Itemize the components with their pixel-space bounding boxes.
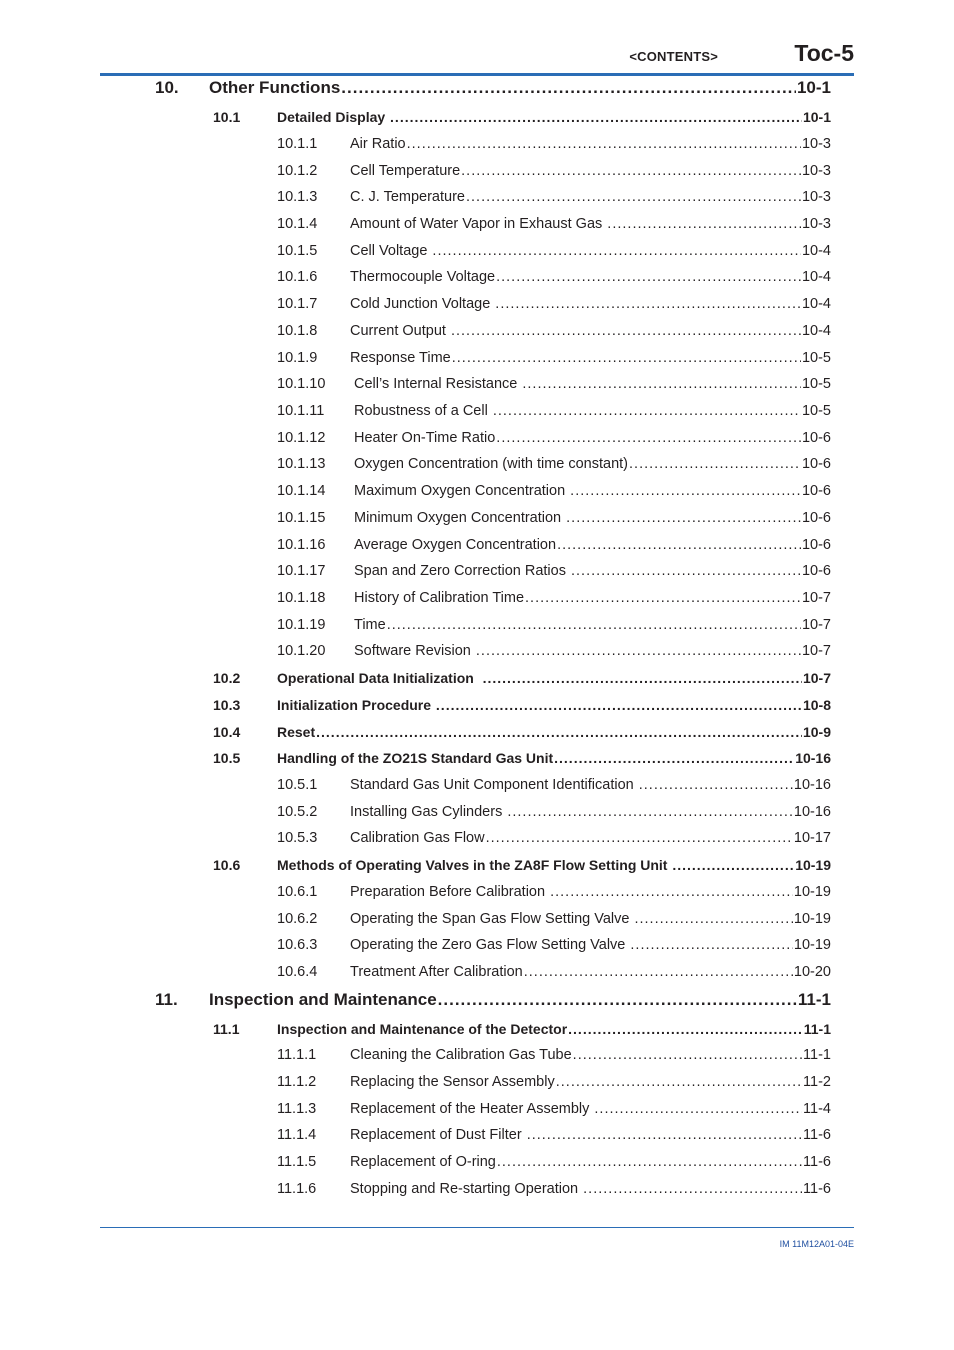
toc-entry-title: Time <box>354 617 386 633</box>
toc-entry-number: 10.1.2 <box>277 163 318 179</box>
toc-entry-page: 10-3 <box>801 216 831 232</box>
dot-leader <box>672 858 794 872</box>
dot-leader <box>436 698 802 712</box>
toc-entry-page: 10-6 <box>801 430 831 446</box>
toc-entry-page: 10-1 <box>802 109 831 125</box>
dot-leader <box>493 404 801 419</box>
toc-entry-number: 11. <box>155 990 178 1009</box>
toc-entry-page: 10-3 <box>801 189 831 205</box>
dot-leader <box>496 270 801 285</box>
toc-entry-number: 10.1.3 <box>277 189 318 205</box>
toc-entry-number: 10.1.9 <box>277 350 318 366</box>
toc-entry-title: Current Output <box>350 323 450 339</box>
contents-label: <CONTENTS> <box>629 49 718 64</box>
toc-entry-page: 10-6 <box>801 537 831 553</box>
toc-entry[interactable] <box>277 296 831 312</box>
toc-entry-title: Inspection and Maintenance of the Detector <box>277 1021 568 1037</box>
toc-entry-title: Cleaning the Calibration Gas Tube <box>350 1047 572 1063</box>
toc-entry-title: Replacement of Dust Filter <box>350 1127 526 1143</box>
toc-entry-title: Standard Gas Unit Component Identification <box>350 777 638 793</box>
toc-entry[interactable] <box>277 483 831 499</box>
toc-entry[interactable] <box>277 510 831 526</box>
toc-entry[interactable] <box>277 136 831 152</box>
toc-entry-title: Thermocouple Voltage <box>350 269 496 285</box>
toc-entry[interactable] <box>277 1101 831 1117</box>
toc-entry[interactable] <box>155 990 831 1010</box>
toc-entry-page: 10-5 <box>801 350 831 366</box>
dot-leader <box>524 965 793 980</box>
toc-entry-number: 10. <box>155 78 179 97</box>
toc-entry[interactable] <box>213 697 831 713</box>
dot-leader <box>594 1102 802 1117</box>
toc-entry-title: Replacement of the Heater Assembly <box>350 1101 594 1117</box>
toc-entry-title: Cell’s Internal Resistance <box>354 376 522 392</box>
toc-entry-title: Replacing the Sensor Assembly <box>350 1074 555 1090</box>
toc-entry-number: 10.1.7 <box>277 296 318 312</box>
dot-leader <box>570 484 801 499</box>
toc-entry-title: Operational Data Initialization <box>277 670 482 686</box>
toc-entry-number: 10.1.10 <box>277 376 326 392</box>
toc-entry-number: 10.6.2 <box>277 911 318 927</box>
toc-entry-page: 10-6 <box>801 563 831 579</box>
toc-entry-page: 10-6 <box>801 510 831 526</box>
toc-entry-number: 10.1.5 <box>277 243 318 259</box>
dot-leader <box>496 431 801 446</box>
dot-leader <box>387 618 801 633</box>
page-number: Toc-5 <box>794 40 854 66</box>
toc-entry-page: 10-7 <box>802 670 831 686</box>
dot-leader <box>583 1182 802 1197</box>
dot-leader <box>573 1048 802 1063</box>
toc-entry-title: Inspection and Maintenance <box>209 990 437 1009</box>
toc-entry-page: 10-4 <box>801 323 831 339</box>
toc-entry-title: Air Ratio <box>350 136 406 152</box>
toc-entry-title: Software Revision <box>354 643 475 659</box>
dot-leader <box>341 79 796 96</box>
toc-entry[interactable] <box>277 830 831 846</box>
toc-entry-title: Detailed Display <box>277 109 390 125</box>
toc-entry-number: 10.3 <box>213 697 241 713</box>
toc-entry-number: 10.1.18 <box>277 590 326 606</box>
dot-leader <box>466 190 801 205</box>
toc-entry-title: Cold Junction Voltage <box>350 296 495 312</box>
toc-entry[interactable] <box>277 964 831 980</box>
toc-entry-title: Operating the Zero Gas Flow Setting Valve <box>350 937 630 953</box>
toc-entry-page: 10-5 <box>801 403 831 419</box>
toc-entry-number: 10.1.19 <box>277 617 326 633</box>
dot-leader <box>607 217 801 232</box>
toc-entry-title: Treatment After Calibration <box>350 964 523 980</box>
dot-leader <box>566 511 801 526</box>
toc-entry-title: Methods of Operating Valves in the ZA8F Flow Setting Unit <box>277 857 672 873</box>
toc-entry[interactable] <box>277 163 831 179</box>
toc-entry[interactable] <box>277 617 831 633</box>
toc-entry-page: 10-6 <box>801 456 831 472</box>
dot-leader <box>461 164 801 179</box>
toc-entry[interactable] <box>277 1074 831 1090</box>
toc-entry-number: 10.1 <box>213 109 241 125</box>
toc-entry-title: Calibration Gas Flow <box>350 830 485 846</box>
dot-leader <box>476 644 801 659</box>
toc-entry-title: C. J. Temperature <box>350 189 465 205</box>
toc-entry-number: 10.5.1 <box>277 777 318 793</box>
dot-leader <box>550 885 793 900</box>
toc-entry-number: 10.1.17 <box>277 563 326 579</box>
toc-entry[interactable] <box>277 884 831 900</box>
toc-entry[interactable] <box>277 1127 831 1143</box>
toc-entry-number: 10.2 <box>213 670 241 686</box>
toc-entry[interactable] <box>277 189 831 205</box>
toc-entry-number: 10.6.3 <box>277 937 318 953</box>
dot-leader <box>639 778 793 793</box>
toc-entry-page: 10-17 <box>793 830 831 846</box>
toc-entry-page: 10-4 <box>801 269 831 285</box>
dot-leader <box>556 1075 802 1090</box>
toc-entry[interactable] <box>277 537 831 553</box>
dot-leader <box>507 805 793 820</box>
toc-entry[interactable] <box>277 1047 831 1063</box>
toc-entry-page: 11-1 <box>797 990 831 1009</box>
toc-entry-number: 10.1.20 <box>277 643 326 659</box>
toc-entry[interactable] <box>277 323 831 339</box>
toc-entry-title: Other Functions <box>209 78 341 97</box>
toc-entry-title: Stopping and Re-starting Operation <box>350 1181 583 1197</box>
toc-entry-number: 10.6 <box>213 857 241 873</box>
toc-entry-page: 10-20 <box>793 964 831 980</box>
toc-entry-number: 10.1.1 <box>277 136 318 152</box>
dot-leader <box>571 564 801 579</box>
toc-entry-page: 10-19 <box>793 911 831 927</box>
toc-entry-title: Minimum Oxygen Concentration <box>354 510 566 526</box>
toc-entry[interactable] <box>277 216 831 232</box>
toc-entry[interactable] <box>277 456 831 472</box>
toc-entry-number: 10.1.6 <box>277 269 318 285</box>
toc-entry-page: 10-5 <box>801 376 831 392</box>
toc-entry[interactable] <box>277 777 831 793</box>
toc-entry[interactable] <box>155 78 831 98</box>
toc-entry-page: 10-8 <box>802 697 831 713</box>
toc-entry-title: Heater On-Time Ratio <box>354 430 496 446</box>
dot-leader <box>522 377 801 392</box>
dot-leader <box>452 351 801 366</box>
toc-entry-page: 10-19 <box>795 857 831 873</box>
dot-leader <box>554 751 794 765</box>
toc-entry-page: 11-6 <box>803 1127 831 1143</box>
toc-entry-page: 10-9 <box>802 724 831 740</box>
toc-entry-page: 10-3 <box>801 136 831 152</box>
toc-entry-page: 11-1 <box>803 1047 831 1063</box>
dot-leader <box>438 991 797 1008</box>
toc-entry-title: Cell Voltage <box>350 243 432 259</box>
toc-entry-title: Span and Zero Correction Ratios <box>354 563 570 579</box>
toc-entry-number: 11.1.4 <box>277 1127 317 1143</box>
toc-entry-title: Replacement of O-ring <box>350 1154 496 1170</box>
toc-entry-title: History of Calibration Time <box>354 590 525 606</box>
dot-leader <box>390 110 802 124</box>
toc-entry[interactable] <box>213 1021 831 1037</box>
toc-entry-number: 10.1.12 <box>277 430 326 446</box>
header-rule <box>100 73 854 76</box>
toc-entry-page: 11-6 <box>803 1181 831 1197</box>
dot-leader <box>407 137 801 152</box>
toc-entry-title: Initialization Procedure <box>277 697 435 713</box>
dot-leader <box>451 324 801 339</box>
toc-entry-number: 11.1.3 <box>277 1101 317 1117</box>
toc-entry-number: 10.1.4 <box>277 216 318 232</box>
toc-entry-page: 10-16 <box>795 750 831 766</box>
toc-entry-page: 10-3 <box>801 163 831 179</box>
toc-entry-page: 10-7 <box>801 617 831 633</box>
toc-entry[interactable] <box>277 937 831 953</box>
toc-entry-number: 11.1.2 <box>277 1074 317 1090</box>
toc-entry-number: 10.1.8 <box>277 323 318 339</box>
dot-leader <box>483 671 802 685</box>
toc-entry-page: 10-7 <box>801 643 831 659</box>
toc-entry-title: Amount of Water Vapor in Exhaust Gas <box>350 216 607 232</box>
toc-entry-page: 11-1 <box>803 1021 831 1037</box>
toc-entry[interactable] <box>277 243 831 259</box>
toc-entry-number: 10.5.2 <box>277 804 318 820</box>
toc-entry-page: 10-4 <box>801 296 831 312</box>
toc-entry-title: Preparation Before Calibration <box>350 884 550 900</box>
toc-entry[interactable] <box>277 804 831 820</box>
toc-entry[interactable] <box>277 590 831 606</box>
toc-entry-number: 11.1.1 <box>277 1047 317 1063</box>
toc-entry-number: 10.5.3 <box>277 830 318 846</box>
dot-leader <box>629 457 801 472</box>
toc-entry-title: Average Oxygen Concentration <box>354 537 557 553</box>
toc-entry-number: 10.1.14 <box>277 483 326 499</box>
toc-entry-title: Oxygen Concentration (with time constant) <box>354 456 629 472</box>
toc-entry-title: Response Time <box>350 350 451 366</box>
toc-entry-number: 10.1.11 <box>277 403 325 419</box>
toc-entry-number: 11.1 <box>213 1021 240 1037</box>
toc-entry-number: 10.1.13 <box>277 456 326 472</box>
toc-entry-number: 10.6.4 <box>277 964 318 980</box>
toc-entry-title: Robustness of a Cell <box>354 403 492 419</box>
toc-entry[interactable] <box>277 350 831 366</box>
toc-entry[interactable] <box>277 376 831 392</box>
dot-leader <box>557 538 801 553</box>
toc-entry-page: 11-6 <box>803 1154 831 1170</box>
toc-entry-title: Handling of the ZO21S Standard Gas Unit <box>277 750 554 766</box>
toc-entry[interactable] <box>277 1181 831 1197</box>
toc-entry[interactable] <box>277 643 831 659</box>
dot-leader <box>630 938 793 953</box>
toc-entry-page: 10-4 <box>801 243 831 259</box>
dot-leader <box>634 912 792 927</box>
toc-entry-number: 10.1.15 <box>277 510 326 526</box>
toc-entry[interactable] <box>213 724 831 740</box>
toc-entry-number: 11.1.5 <box>277 1154 317 1170</box>
toc-entry-title: Installing Gas Cylinders <box>350 804 507 820</box>
dot-leader <box>568 1022 803 1036</box>
toc-entry-number: 10.1.16 <box>277 537 326 553</box>
toc-entry[interactable] <box>213 750 831 766</box>
dot-leader <box>432 244 801 259</box>
toc-entry-page: 10-1 <box>796 78 831 97</box>
toc-entry-page: 10-6 <box>801 483 831 499</box>
toc-entry-page: 10-16 <box>793 804 831 820</box>
toc-entry-number: 10.5 <box>213 750 241 766</box>
toc-entry-title: Cell Temperature <box>350 163 461 179</box>
toc-entry[interactable] <box>277 269 831 285</box>
toc-entry-title: Operating the Span Gas Flow Setting Valve <box>350 911 634 927</box>
dot-leader <box>525 591 801 606</box>
dot-leader <box>486 831 793 846</box>
dot-leader <box>495 297 801 312</box>
toc-entry[interactable] <box>277 403 831 419</box>
toc-entry-page: 11-2 <box>803 1074 831 1090</box>
toc-entry[interactable] <box>213 670 831 686</box>
toc-entry-page: 10-7 <box>801 590 831 606</box>
toc-entry[interactable] <box>277 563 831 579</box>
footer-rule <box>100 1227 854 1228</box>
toc-entry[interactable] <box>277 430 831 446</box>
toc-entry-number: 10.4 <box>213 724 241 740</box>
document-code: IM 11M12A01-04E <box>779 1239 854 1249</box>
toc-entry[interactable] <box>277 911 831 927</box>
toc-entry-page: 10-19 <box>793 884 831 900</box>
toc-entry-page: 11-4 <box>803 1101 831 1117</box>
toc-entry[interactable] <box>277 1154 831 1170</box>
dot-leader <box>316 725 802 739</box>
toc-entry-title: Maximum Oxygen Concentration <box>354 483 570 499</box>
toc-entry[interactable] <box>213 109 831 125</box>
toc-entry-title: Reset <box>277 724 316 740</box>
toc-entry[interactable] <box>213 857 831 873</box>
dot-leader <box>497 1155 802 1170</box>
toc-entry-number: 10.6.1 <box>277 884 318 900</box>
dot-leader <box>527 1128 802 1143</box>
toc-entry-page: 10-16 <box>793 777 831 793</box>
toc-entry-number: 11.1.6 <box>277 1181 317 1197</box>
toc-entry-page: 10-19 <box>793 937 831 953</box>
